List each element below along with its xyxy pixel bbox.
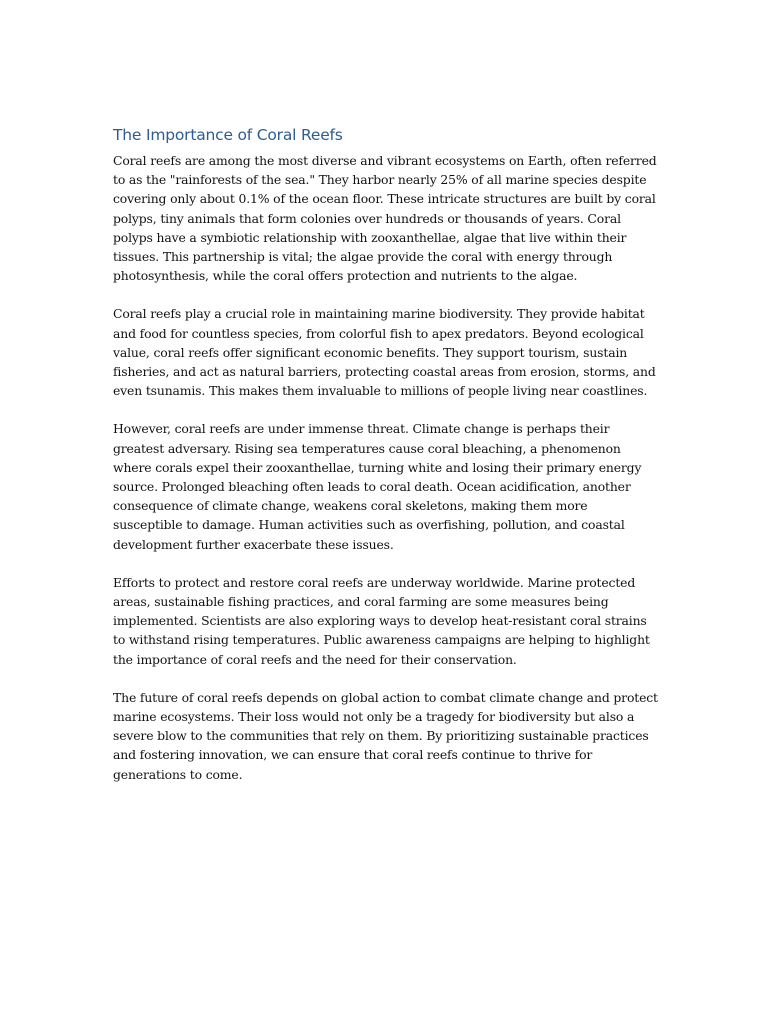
paragraph-intro: Coral reefs are among the most diverse and vibrant ecosystems on Earth, often referred to as the "rainforests of the sea." They harbor nearly 25% of all marine species despite covering only about 0.1% of the ocean floor. These intricate structures are built by coral polyps, tiny animals that form colonies over hundreds or thousands of years. Coral polyps have a symbiotic relationship with zooxanthellae, algae that live within their tissues. This partnership is vital; the algae provide the coral with energy through photosynthesis, while the coral offers protection and nutrients to the algae.: [113, 153, 657, 284]
paragraph-biodiversity: Coral reefs play a crucial role in maintaining marine biodiversity. They provide habitat and food for countless species, from colorful fish to apex predators. Beyond ecological value, coral reefs offer significant economic benefits. They support tourism, sustain fisheries, and act as natural barriers, protecting coastal areas from erosion, storms, and even tsunamis. This makes them invaluable to millions of people living near coastlines.: [113, 306, 656, 399]
paragraph-conservation: Efforts to protect and restore coral reefs are underway worldwide. Marine protected areas, sustainable fishing practices, and coral farming are some measures being implemented. Scientists are also exploring ways to develop heat-resistant coral strains to withstand rising temperatures. Public awareness campaigns are helping to highlight the importance of coral reefs and the need for their conservation.: [113, 574, 650, 667]
document-title: The Importance of Coral Reefs: [113, 126, 343, 144]
document-body: [113, 124, 658, 803]
paragraph-future: The future of coral reefs depends on global action to combat climate change and protect marine ecosystems. Their loss would not only be a tragedy for biodiversity but also a severe blow to the communities that rely on them. By prioritizing sustainable practices and fostering innovation, we can ensure that coral reefs continue to thrive for generations to come.: [113, 689, 658, 782]
paragraph-threats: However, coral reefs are under immense threat. Climate change is perhaps their greatest adversary. Rising sea temperatures cause coral bleaching, a phenomenon where corals expel their zooxanthellae, turning white and losing their primary energy source. Prolonged bleaching often leads to coral death. Ocean acidification, another consequence of climate change, weakens coral skeletons, making them more susceptible to damage. Human activities such as overfishing, pollution, and coastal development further exacerbate these issues.: [113, 421, 642, 552]
